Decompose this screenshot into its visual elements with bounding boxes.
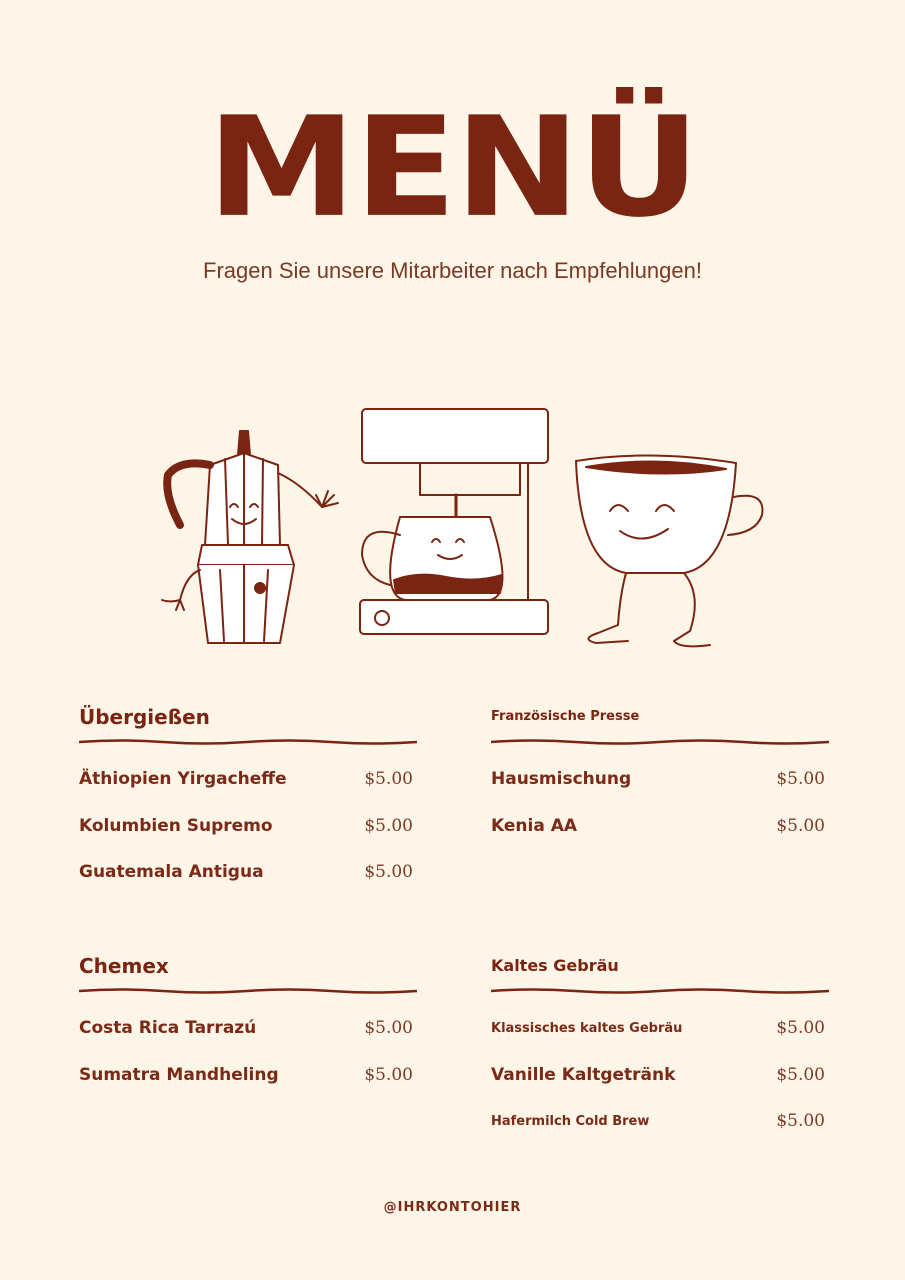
item-name: Hausmischung xyxy=(491,769,632,790)
item-name: Vanille Kaltgetränk xyxy=(491,1064,676,1085)
menu-item xyxy=(491,1098,829,1145)
item-name: Guatemala Antigua xyxy=(79,862,264,883)
item-price: $5.00 xyxy=(776,1064,825,1085)
section-title-chemex: Chemex xyxy=(79,954,169,978)
menu-subtitle: Fragen Sie unsere Mitarbeiter nach Empfehlungen! xyxy=(203,258,702,283)
menu-item xyxy=(79,849,417,896)
item-price: $5.00 xyxy=(364,769,413,790)
menu-item xyxy=(491,1005,829,1052)
item-price: $5.00 xyxy=(776,1111,825,1132)
menu-title: MENÜ xyxy=(206,87,699,249)
item-price: $5.00 xyxy=(364,815,413,836)
item-name: Hafermilch Cold Brew xyxy=(491,1113,650,1129)
section-title-pour-over: Übergießen xyxy=(79,705,210,729)
section-pour-over xyxy=(79,702,417,896)
item-name: Sumatra Mandheling xyxy=(79,1064,279,1085)
wavy-divider xyxy=(491,987,829,995)
item-price: $5.00 xyxy=(776,815,825,836)
item-price: $5.00 xyxy=(776,1018,825,1039)
coffee-cup-icon xyxy=(576,455,762,646)
menu-item xyxy=(79,1052,417,1099)
wavy-divider xyxy=(491,738,829,746)
menu-item xyxy=(491,756,829,803)
menu-item xyxy=(491,1052,829,1099)
item-name: Klassisches kaltes Gebräu xyxy=(491,1020,683,1036)
coffee-maker-icon xyxy=(360,409,548,634)
section-french-press xyxy=(491,702,829,849)
section-chemex xyxy=(79,951,417,1098)
item-name: Kolumbien Supremo xyxy=(79,815,273,836)
coffee-illustration xyxy=(150,395,770,665)
item-price: $5.00 xyxy=(364,1018,413,1039)
item-name: Kenia AA xyxy=(491,815,578,836)
menu-item xyxy=(79,803,417,850)
wavy-divider xyxy=(79,738,417,746)
item-price: $5.00 xyxy=(776,769,825,790)
account-handle: @IHRKONTOHIER xyxy=(383,1200,522,1215)
item-price: $5.00 xyxy=(364,862,413,883)
menu-item xyxy=(491,803,829,850)
item-price: $5.00 xyxy=(364,1064,413,1085)
section-cold-brew xyxy=(491,951,829,1145)
section-title-french-press: Französische Presse xyxy=(491,709,640,724)
section-title-cold-brew: Kaltes Gebräu xyxy=(491,956,619,975)
item-name: Äthiopien Yirgacheffe xyxy=(79,769,287,790)
moka-pot-icon xyxy=(162,431,338,643)
wavy-divider xyxy=(79,987,417,995)
menu-item xyxy=(79,756,417,803)
item-name: Costa Rica Tarrazú xyxy=(79,1018,257,1039)
menu-item xyxy=(79,1005,417,1052)
